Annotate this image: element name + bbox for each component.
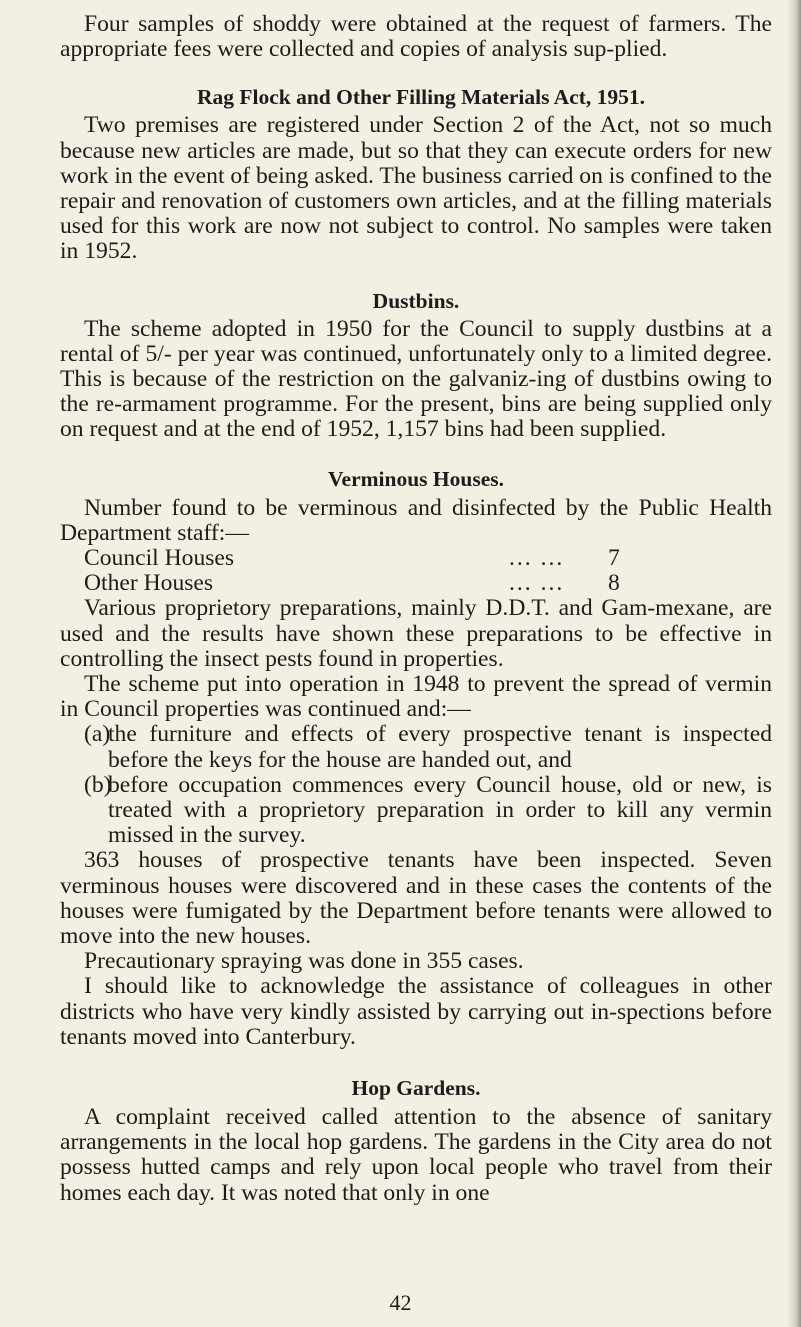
list-item-text: before occupation commences every Council house, old or new, is treated with a proprietory preparation in order to kill any vermin missed in the survey. — [108, 771, 772, 849]
verminous-table — [60, 546, 772, 596]
verminous-intro: Number found to be verminous and disinfected by the Public Health Department staff:— — [60, 494, 772, 546]
leader-dots: ... ... — [509, 545, 565, 572]
scheme-paragraph: The scheme put into operation in 1948 to prevent the spread of vermin in Council properties was continued and:— — [60, 671, 772, 723]
table-row-label: Other Houses — [84, 570, 214, 597]
heading-dustbins: Dustbins. — [372, 288, 460, 313]
rag-flock-paragraph: Two premises are registered under Section 2 of the Act, not so much because new articles are made, but so that they can execute orders for new work in the event of being asked. The business carried on is confined to the repair and renovation of customers own articles, and at the filling materials used for this work are now not subject to control. No samples were taken in 1952. — [60, 112, 772, 265]
spraying-paragraph: Precautionary spraying was done in 355 cases. — [84, 948, 524, 975]
page-edge-shadow — [787, 0, 801, 1327]
dustbins-paragraph: The scheme adopted in 1950 for the Council to supply dustbins at a rental of 5/- per year was continued, unfortunately only to a limited degree. This is because of the restriction on the galvaniz-ing of dustbins owing to the re-armament programme. For the present, bins are being supplied only on request and at the end of 1952, 1,157 bins had been supplied. — [60, 315, 772, 443]
list-item — [60, 722, 772, 772]
scheme-list — [60, 722, 772, 848]
opening-paragraph: Four samples of shoddy were obtained at the request of farmers. The appropriate fees were collected and copies of analysis sup-plied. — [60, 11, 772, 63]
list-item-text: the furniture and effects of every prospective tenant is inspected before the keys for the house are handed out, and — [108, 721, 772, 773]
list-item-marker: (b) — [84, 771, 112, 798]
table-row — [60, 571, 772, 596]
document-page — [60, 12, 772, 1206]
heading-verminous-houses: Verminous Houses. — [327, 466, 504, 491]
preparations-paragraph: Various proprietory preparations, mainly D.D.T. and Gam-mexane, are used and the results have shown these preparations to be effective in controlling the insect pests found in properties. — [60, 595, 772, 672]
leader-dots: ... ... — [509, 570, 565, 597]
table-row-label: Council Houses — [84, 545, 235, 572]
page-number: 42 — [389, 1290, 412, 1315]
list-item-marker: (a) — [84, 721, 111, 748]
heading-hop-gardens: Hop Gardens. — [351, 1076, 481, 1101]
table-row-value: 8 — [608, 570, 620, 597]
acknowledge-paragraph: I should like to acknowledge the assistance of colleagues in other districts who have very kindly assisted by carrying out in-spections before tenants moved into Canterbury. — [60, 973, 772, 1050]
heading-rag-flock-act: Rag Flock and Other Filling Materials Act, 1951. — [196, 85, 646, 110]
inspected-paragraph: 363 houses of prospective tenants have been inspected. Seven verminous houses were discovered and in these cases the contents of the houses were fumigated by the Department before tenants were allowed to move into the new houses. — [60, 847, 772, 950]
table-row-value: 7 — [608, 545, 620, 572]
hop-gardens-paragraph: A complaint received called attention to the absence of sanitary arrangements in the local hop gardens. The gardens in the City area do not possess hutted camps and rely upon local people who travel from their homes each day. It was noted that only in one — [60, 1104, 772, 1206]
list-item — [60, 773, 772, 849]
table-row — [60, 546, 772, 571]
